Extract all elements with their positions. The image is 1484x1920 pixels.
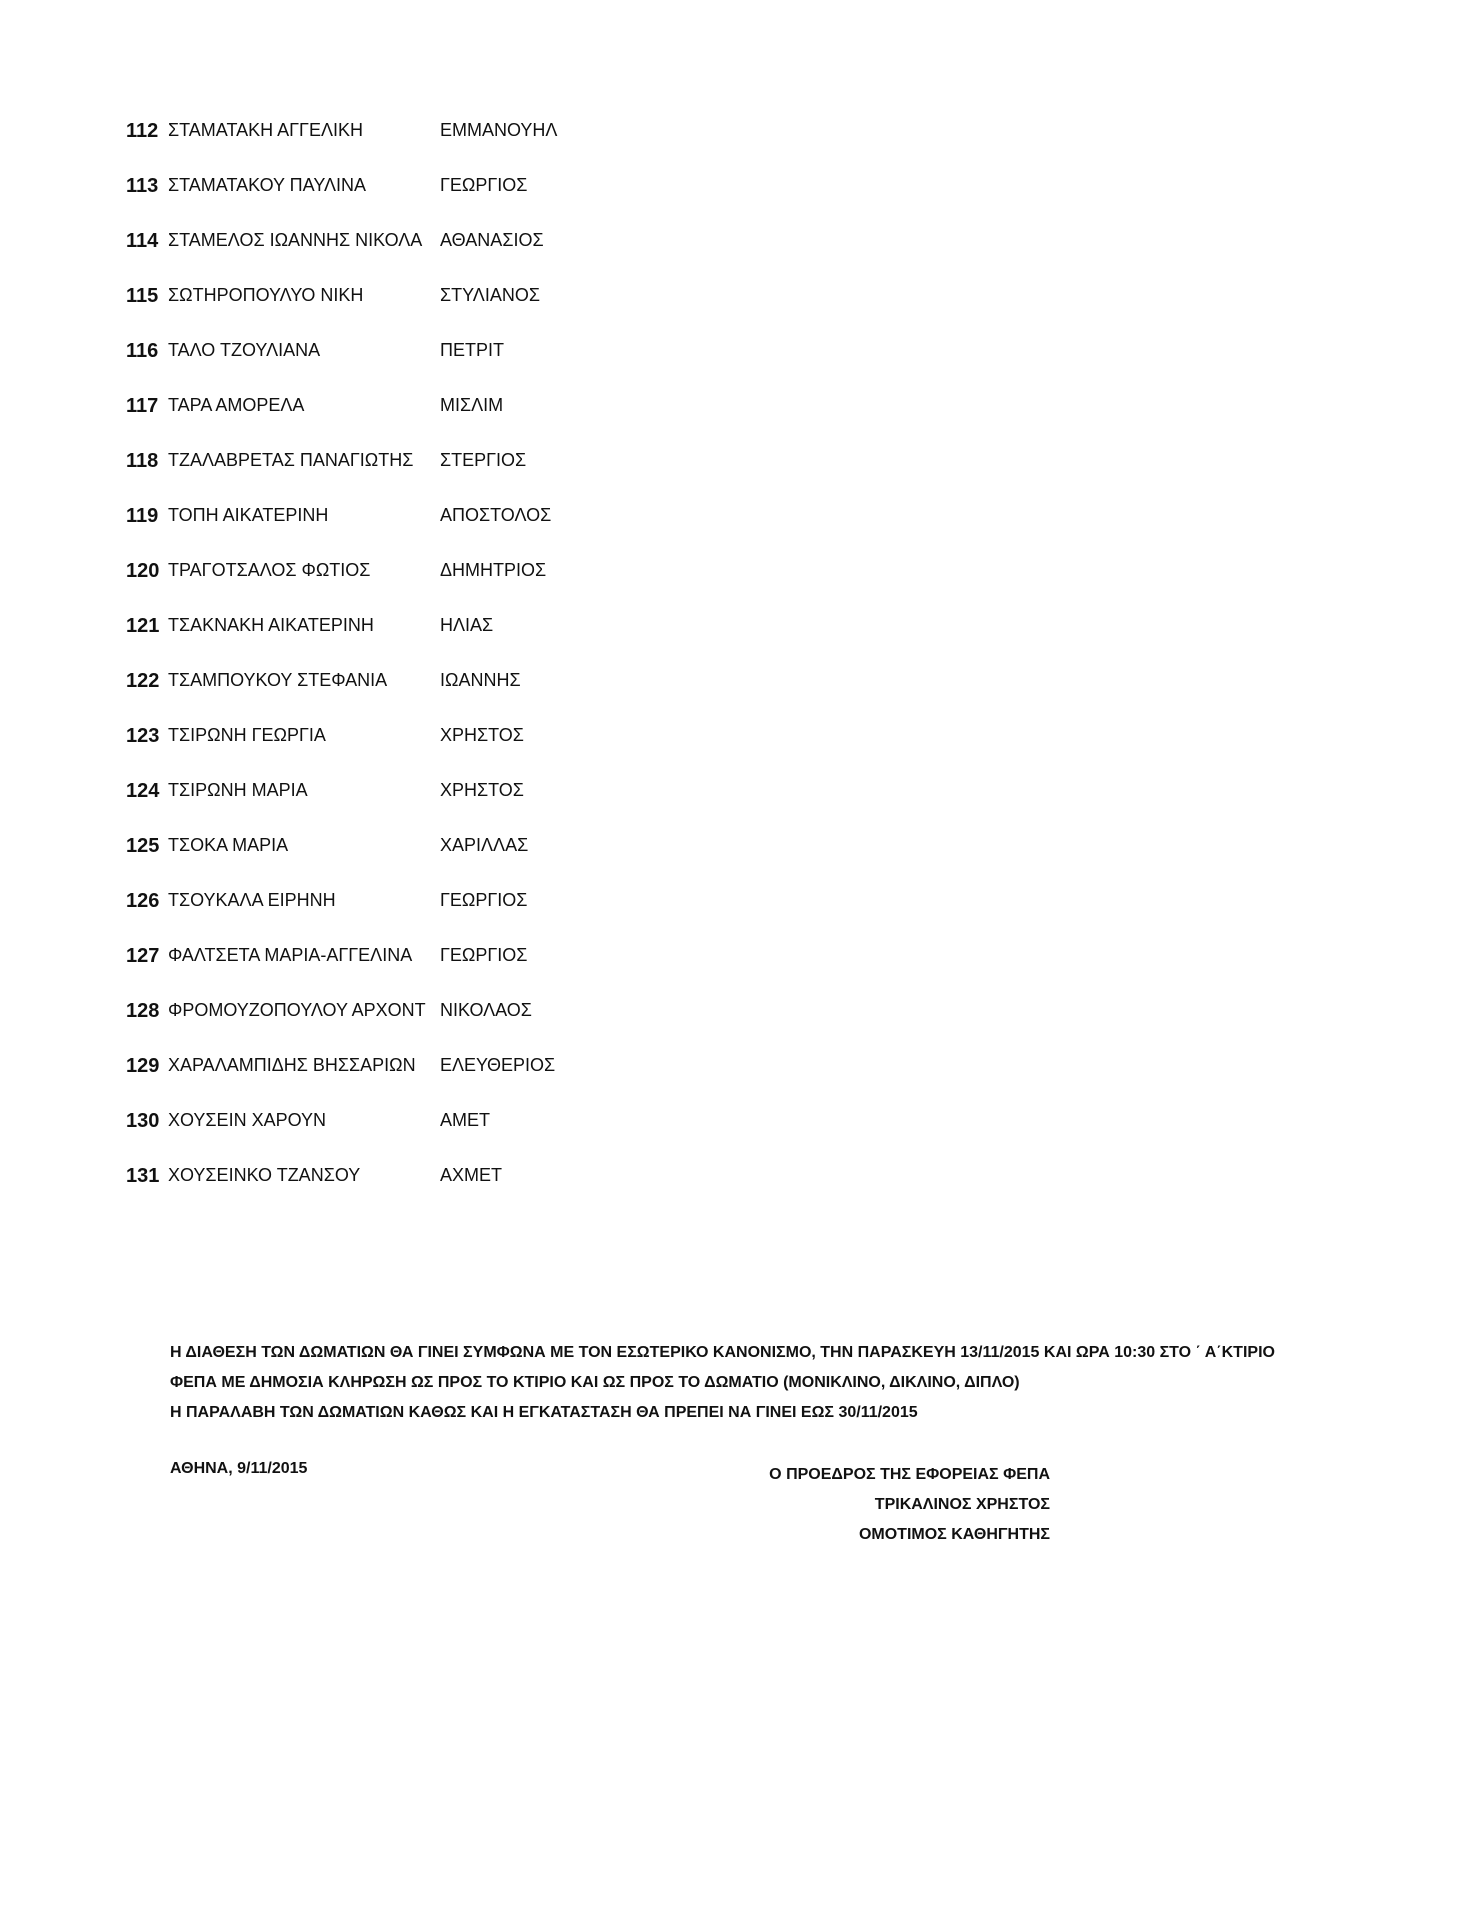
row-number: 123 bbox=[126, 725, 160, 747]
roster-row bbox=[126, 886, 726, 941]
roster-row bbox=[126, 336, 726, 391]
student-name: ΤΣΑΚΝΑΚΗ ΑΙΚΑΤΕΡΙΝΗ bbox=[168, 615, 374, 635]
father-name: ΣΤΥΛΙΑΝΟΣ bbox=[440, 285, 540, 305]
roster-list bbox=[126, 116, 726, 1216]
student-name: ΤΑΡΑ ΑΜΟΡΕΛΑ bbox=[168, 395, 305, 415]
row-number: 131 bbox=[126, 1165, 160, 1187]
student-name: ΧΟΥΣΕΙΝΚΟ ΤΖΑΝΣΟΥ bbox=[168, 1165, 361, 1185]
row-number: 120 bbox=[126, 560, 160, 582]
student-name: ΣΤΑΜΕΛΟΣ ΙΩΑΝΝΗΣ ΝΙΚΟΛΑ bbox=[168, 230, 423, 250]
roster-row bbox=[126, 1106, 726, 1161]
row-number: 116 bbox=[126, 340, 159, 362]
student-name: ΤΖΑΛΑΒΡΕΤΑΣ ΠΑΝΑΓΙΩΤΗΣ bbox=[168, 450, 414, 470]
father-name: ΑΧΜΕΤ bbox=[440, 1165, 503, 1185]
student-name: ΤΣΑΜΠΟΥΚΟΥ ΣΤΕΦΑΝΙΑ bbox=[168, 670, 388, 690]
student-name: ΣΩΤΗΡΟΠΟΥΛΥΟ ΝΙΚΗ bbox=[168, 285, 364, 305]
allocation-notice bbox=[170, 1338, 1380, 1428]
father-name: ΕΜΜΑΝΟΥΗΛ bbox=[440, 120, 558, 140]
roster-row bbox=[126, 996, 726, 1051]
father-name: ΕΛΕΥΘΕΡΙΟΣ bbox=[440, 1055, 556, 1075]
place-date: ΑΘΗΝΑ, 9/11/2015 bbox=[170, 1460, 308, 1477]
father-name: ΑΜΕΤ bbox=[440, 1110, 491, 1130]
row-number: 125 bbox=[126, 835, 160, 857]
student-name: ΤΣΙΡΩΝΗ ΜΑΡΙΑ bbox=[168, 780, 308, 800]
student-name: ΣΤΑΜΑΤΑΚΟΥ ΠΑΥΛΙΝΑ bbox=[168, 175, 367, 195]
row-number: 130 bbox=[126, 1110, 160, 1132]
father-name: ΧΡΗΣΤΟΣ bbox=[440, 725, 524, 745]
student-name: ΧΑΡΑΛΑΜΠΙΔΗΣ ΒΗΣΣΑΡΙΩΝ bbox=[168, 1055, 416, 1075]
signature-name: ΤΡΙΚΑΛΙΝΟΣ ΧΡΗΣΤΟΣ bbox=[874, 1496, 1050, 1513]
roster-row bbox=[126, 611, 726, 666]
roster-row bbox=[126, 1051, 726, 1106]
signature-block bbox=[700, 1460, 1050, 1550]
student-name: ΣΤΑΜΑΤΑΚΗ ΑΓΓΕΛΙΚΗ bbox=[168, 120, 364, 140]
row-number: 129 bbox=[126, 1055, 160, 1077]
father-name: ΑΠΟΣΤΟΛΟΣ bbox=[440, 505, 552, 525]
row-number: 124 bbox=[126, 780, 160, 802]
roster-row bbox=[126, 941, 726, 996]
father-name: ΧΡΗΣΤΟΣ bbox=[440, 780, 524, 800]
roster-row bbox=[126, 281, 726, 336]
father-name: ΣΤΕΡΓΙΟΣ bbox=[440, 450, 527, 470]
student-name: ΤΣΙΡΩΝΗ ΓΕΩΡΓΙΑ bbox=[168, 725, 326, 745]
father-name: ΠΕΤΡΙΤ bbox=[440, 340, 505, 360]
row-number: 113 bbox=[126, 175, 159, 197]
notice-line: ΦΕΠΑ ΜΕ ΔΗΜΟΣΙΑ ΚΛΗΡΩΣΗ ΩΣ ΠΡΟΣ ΤΟ ΚΤΙΡΙΟ ΚΑΙ ΩΣ ΠΡΟΣ ΤΟ ΔΩΜΑΤΙΟ (ΜΟΝΙΚΛΙΝΟ, ΔΙΚΛΙΝΟ, ΔΙΠΛΟ) bbox=[170, 1374, 1020, 1391]
row-number: 126 bbox=[126, 890, 160, 912]
roster-row bbox=[126, 446, 726, 501]
student-name: ΤΟΠΗ ΑΙΚΑΤΕΡΙΝΗ bbox=[168, 505, 329, 525]
roster-row bbox=[126, 1161, 726, 1216]
row-number: 115 bbox=[126, 285, 159, 307]
student-name: ΤΣΟΥΚΑΛΑ ΕΙΡΗΝΗ bbox=[168, 890, 336, 910]
student-name: ΧΟΥΣΕΙΝ ΧΑΡΟΥΝ bbox=[168, 1110, 327, 1130]
row-number: 121 bbox=[126, 615, 160, 637]
roster-row bbox=[126, 116, 726, 171]
roster-row bbox=[126, 391, 726, 446]
row-number: 112 bbox=[126, 120, 159, 142]
signature-rank: ΟΜΟΤΙΜΟΣ ΚΑΘΗΓΗΤΗΣ bbox=[858, 1526, 1050, 1543]
father-name: ΓΕΩΡΓΙΟΣ bbox=[440, 945, 528, 965]
father-name: ΔΗΜΗΤΡΙΟΣ bbox=[440, 560, 547, 580]
row-number: 128 bbox=[126, 1000, 160, 1022]
father-name: ΓΕΩΡΓΙΟΣ bbox=[440, 175, 528, 195]
signature-title: Ο ΠΡΟΕΔΡΟΣ ΤΗΣ ΕΦΟΡΕΙΑΣ ΦΕΠΑ bbox=[769, 1466, 1050, 1483]
father-name: ΧΑΡΙΛΛΑΣ bbox=[440, 835, 529, 855]
roster-row bbox=[126, 721, 726, 776]
notice-line: Η ΠΑΡΑΛΑΒΗ ΤΩΝ ΔΩΜΑΤΙΩΝ ΚΑΘΩΣ ΚΑΙ Η ΕΓΚΑΤΑΣΤΑΣΗ ΘΑ ΠΡΕΠΕΙ ΝΑ ΓΙΝΕΙ ΕΩΣ 30/11/2015 bbox=[170, 1404, 918, 1421]
row-number: 117 bbox=[126, 395, 159, 417]
roster-row bbox=[126, 171, 726, 226]
student-name: ΦΑΛΤΣΕΤΑ ΜΑΡΙΑ-ΑΓΓΕΛΙΝΑ bbox=[168, 945, 413, 965]
student-name: ΦΡΟΜΟΥΖΟΠΟΥΛΟΥ ΑΡΧΟΝΤ bbox=[168, 1000, 426, 1020]
row-number: 127 bbox=[126, 945, 160, 967]
roster-row bbox=[126, 501, 726, 556]
row-number: 118 bbox=[126, 450, 159, 472]
father-name: ΗΛΙΑΣ bbox=[440, 615, 494, 635]
row-number: 122 bbox=[126, 670, 160, 692]
roster-row bbox=[126, 556, 726, 611]
row-number: 119 bbox=[126, 505, 159, 527]
father-name: ΓΕΩΡΓΙΟΣ bbox=[440, 890, 528, 910]
father-name: ΝΙΚΟΛΑΟΣ bbox=[440, 1000, 532, 1020]
roster-row bbox=[126, 666, 726, 721]
roster-row bbox=[126, 776, 726, 831]
father-name: ΜΙΣΛΙΜ bbox=[440, 395, 504, 415]
notice-line: Η ΔΙΑΘΕΣΗ ΤΩΝ ΔΩΜΑΤΙΩΝ ΘΑ ΓΙΝΕΙ ΣΥΜΦΩΝΑ ΜΕ ΤΟΝ ΕΣΩΤΕΡΙΚΟ ΚΑΝΟΝΙΣΜΟ, ΤΗΝ ΠΑΡΑΣΚΕΥΗ 13/11/2015 ΚΑΙ ΩΡΑ 10:30 ΣΤΟ ΄ Α΄ΚΤΙΡΙΟ bbox=[170, 1344, 1275, 1361]
father-name: ΙΩΑΝΝΗΣ bbox=[440, 670, 521, 690]
row-number: 114 bbox=[126, 230, 159, 252]
roster-row bbox=[126, 226, 726, 281]
student-name: ΤΣΟΚΑ ΜΑΡΙΑ bbox=[168, 835, 289, 855]
roster-row bbox=[126, 831, 726, 886]
student-name: ΤΑΛΟ ΤΖΟΥΛΙΑΝΑ bbox=[168, 340, 321, 360]
father-name: ΑΘΑΝΑΣΙΟΣ bbox=[440, 230, 544, 250]
student-name: ΤΡΑΓΟΤΣΑΛΟΣ ΦΩΤΙΟΣ bbox=[168, 560, 371, 580]
